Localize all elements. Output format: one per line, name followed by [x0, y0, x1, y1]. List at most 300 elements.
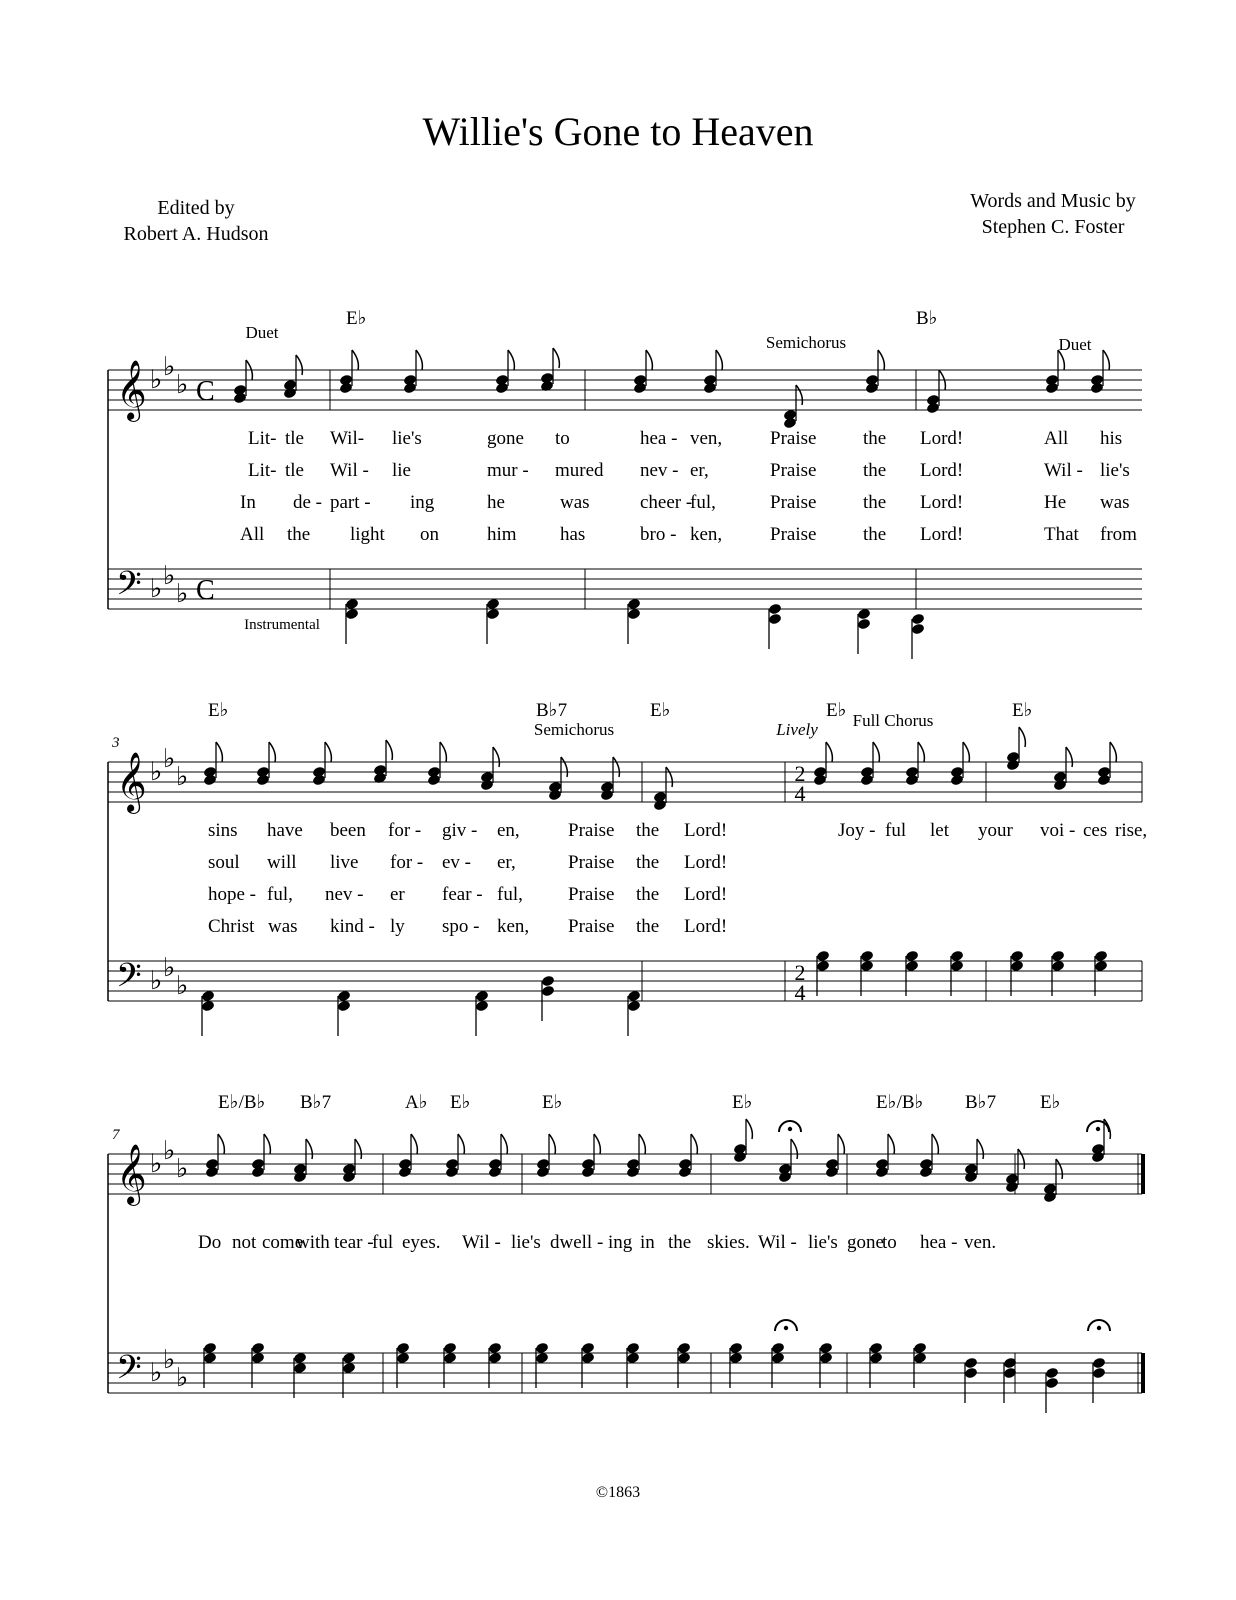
lyric-syllable: hea - — [920, 1232, 958, 1253]
treble-note — [445, 1166, 459, 1179]
bass-note — [581, 1352, 595, 1365]
treble-note — [1097, 774, 1111, 787]
lyric-syllable: Praise — [568, 916, 615, 937]
lyric-syllable: ful, — [267, 884, 293, 905]
chord-symbol: E♭ — [450, 1092, 471, 1113]
lyric-syllable: nev - — [640, 460, 679, 481]
treble-note — [633, 382, 647, 395]
treble-note — [203, 774, 217, 787]
chord-symbol: B♭7 — [536, 700, 568, 721]
note-flag — [501, 1134, 507, 1154]
treble-note — [1043, 1191, 1057, 1204]
treble-note — [205, 1166, 219, 1179]
lyric-syllable: he — [487, 492, 505, 513]
lyric-syllable: for - — [388, 820, 422, 841]
note-flag — [352, 350, 358, 370]
bass-note — [819, 1342, 833, 1355]
treble-note — [926, 402, 940, 415]
lyric-syllable: live — [330, 852, 359, 873]
note-flag — [594, 1134, 600, 1154]
bass-note — [950, 960, 964, 973]
time-signature-top: 2 — [794, 960, 806, 985]
chord-symbol: E♭ — [346, 308, 367, 329]
lyric-syllable: the — [636, 820, 660, 841]
bass-note — [911, 623, 925, 636]
treble-note — [488, 1166, 502, 1179]
fermata-dot — [788, 1127, 792, 1131]
bass-note — [293, 1362, 307, 1375]
note-flag — [416, 350, 422, 370]
treble-note — [825, 1166, 839, 1179]
bass-note — [203, 1342, 217, 1355]
bass-note — [913, 1352, 927, 1365]
bass-note — [627, 990, 641, 1003]
lyric-syllable: will — [267, 852, 297, 873]
bass-note — [964, 1367, 978, 1380]
note-flag — [218, 1134, 224, 1154]
note-flag — [269, 742, 275, 762]
note-flag — [325, 742, 331, 762]
lyric-syllable: Lord! — [920, 460, 964, 481]
treble-note — [427, 774, 441, 787]
lyric-syllable: tear - — [334, 1232, 374, 1253]
lyric-syllable: Wil - — [1044, 460, 1083, 481]
note-flag — [746, 1119, 752, 1139]
lyric-syllable: to — [555, 428, 570, 449]
note-flag — [716, 350, 722, 370]
note-flag — [613, 757, 619, 777]
chord-symbol: A♭ — [405, 1092, 428, 1113]
note-flag — [918, 742, 924, 762]
lyric-syllable: the — [863, 428, 887, 449]
bass-note — [905, 950, 919, 963]
page-title: Willie's Gone to Heaven — [422, 109, 814, 154]
note-flag — [493, 747, 499, 767]
lyric-syllable: ful — [885, 820, 907, 841]
lyric-syllable: kind - — [330, 916, 375, 937]
note-flag — [791, 1139, 797, 1159]
bass-note — [860, 960, 874, 973]
bass-clef-icon: 𝄢 — [116, 1349, 142, 1394]
lyric-syllable: bro - — [640, 524, 677, 545]
lyric-syllable: the — [863, 524, 887, 545]
fermata-dot — [784, 1326, 788, 1330]
lyric-syllable: your — [978, 820, 1013, 841]
bass-note — [475, 990, 489, 1003]
treble-note — [256, 774, 270, 787]
bass-note — [768, 603, 782, 616]
note-flag — [386, 740, 392, 760]
lyric-syllable: Wil - — [462, 1232, 501, 1253]
lyric-syllable: He — [1044, 492, 1067, 513]
note-flag — [306, 1139, 312, 1159]
lyric-syllable: been — [330, 820, 366, 841]
chord-symbol: E♭ — [650, 700, 671, 721]
bass-note — [860, 950, 874, 963]
lyric-syllable: tle — [285, 428, 304, 449]
key-flat-icon: ♭ — [150, 365, 163, 394]
note-flag — [411, 1134, 417, 1154]
bass-note — [1092, 1357, 1106, 1370]
treble-note — [581, 1166, 595, 1179]
lyric-syllable: Joy - — [838, 820, 876, 841]
lyric-syllable: his — [1100, 428, 1123, 449]
bass-note — [771, 1352, 785, 1365]
lyric-syllable: part - — [330, 492, 371, 513]
treble-note — [1006, 759, 1020, 772]
lyric-syllable: come — [262, 1232, 304, 1253]
treble-note — [678, 1166, 692, 1179]
bass-note — [345, 608, 359, 621]
lyric-syllable: ing — [608, 1232, 633, 1253]
chord-symbol: E♭ — [542, 1092, 563, 1113]
treble-note — [860, 774, 874, 787]
fermata-dot — [1096, 1127, 1100, 1131]
bass-note — [201, 990, 215, 1003]
key-flat-icon: ♭ — [163, 561, 176, 590]
chord-symbol: B♭7 — [300, 1092, 332, 1113]
time-signature-bottom: 4 — [794, 781, 806, 806]
bass-note — [771, 1342, 785, 1355]
treble-note — [733, 1151, 747, 1164]
treble-note — [1053, 779, 1067, 792]
note-flag — [796, 385, 802, 405]
key-flat-icon: ♭ — [176, 1154, 189, 1183]
bass-note — [627, 1000, 641, 1013]
lyric-syllable: ven, — [690, 428, 723, 449]
bass-note — [816, 960, 830, 973]
note-flag — [932, 1134, 938, 1154]
chord-symbol: E♭ — [208, 700, 229, 721]
lyric-syllable: soul — [208, 852, 240, 873]
bass-note — [869, 1342, 883, 1355]
treble-note — [600, 789, 614, 802]
key-flat-icon: ♭ — [176, 762, 189, 791]
bass-note — [1045, 1367, 1059, 1380]
note-flag — [458, 1134, 464, 1154]
lyric-syllable: voi - — [1040, 820, 1076, 841]
lyric-syllable: Praise — [568, 884, 615, 905]
lyric-syllable: gone — [847, 1232, 884, 1253]
lyric-syllable: eyes. — [402, 1232, 441, 1253]
lyric-syllable: for - — [390, 852, 424, 873]
bass-note — [337, 1000, 351, 1013]
lyric-syllable: cheer - — [640, 492, 693, 513]
lyric-syllable: from — [1100, 524, 1137, 545]
lyric-syllable: Lord! — [684, 884, 728, 905]
treble-note — [495, 382, 509, 395]
direction-text: Semichorus — [533, 720, 615, 739]
note-flag — [838, 1134, 844, 1154]
treble-note — [1045, 382, 1059, 395]
copyright-notice: ©1863 — [595, 1484, 641, 1501]
treble-note — [251, 1166, 265, 1179]
treble-note — [480, 779, 494, 792]
lyric-syllable: the — [863, 492, 887, 513]
lyric-syllable: Christ — [208, 916, 255, 937]
note-flag — [1066, 747, 1072, 767]
treble-note — [548, 789, 562, 802]
lyric-syllable: er, — [690, 460, 709, 481]
bass-note — [1010, 960, 1024, 973]
composer-credit-label: Words and Music by — [970, 190, 1136, 212]
bass-note — [911, 613, 925, 626]
lyric-syllable: has — [560, 524, 586, 545]
lyric-syllable: nev - — [325, 884, 364, 905]
bass-note — [251, 1352, 265, 1365]
key-flat-icon: ♭ — [163, 352, 176, 381]
lyric-syllable: lie's — [392, 428, 422, 449]
lyric-syllable: Lord! — [684, 852, 728, 873]
bass-note — [475, 1000, 489, 1013]
bass-note — [443, 1342, 457, 1355]
bass-clef-icon: 𝄢 — [116, 957, 142, 1002]
music-system — [108, 1092, 1145, 1413]
lyric-syllable: the — [636, 884, 660, 905]
treble-note — [919, 1166, 933, 1179]
treble-clef-icon: 𝄞 — [116, 754, 147, 811]
lyric-syllable: spo - — [442, 916, 480, 937]
lyric-syllable: ven. — [964, 1232, 997, 1253]
lyric-syllable: ken, — [690, 524, 723, 545]
bass-clef-icon: 𝄢 — [116, 565, 142, 610]
bass-note — [819, 1352, 833, 1365]
lyric-syllable: Wil - — [758, 1232, 797, 1253]
bass-note — [869, 1352, 883, 1365]
note-flag — [1018, 1149, 1024, 1169]
lyric-syllable: was — [560, 492, 590, 513]
key-flat-icon: ♭ — [176, 579, 189, 608]
note-flag — [691, 1134, 697, 1154]
lyric-syllable: Lord! — [684, 916, 728, 937]
treble-note — [1091, 1151, 1105, 1164]
key-flat-icon: ♭ — [150, 757, 163, 786]
lyric-syllable: Praise — [770, 460, 817, 481]
key-flat-icon: ♭ — [150, 1149, 163, 1178]
bass-note — [541, 985, 555, 998]
lyric-syllable: lie's — [1100, 460, 1130, 481]
lyric-syllable: Lord! — [920, 492, 964, 513]
bass-note — [203, 1352, 217, 1365]
lyric-syllable: to — [882, 1232, 897, 1253]
chord-symbol: E♭ — [1012, 700, 1033, 721]
lyric-syllable: lie's — [808, 1232, 838, 1253]
bass-note — [626, 1342, 640, 1355]
bass-note — [345, 598, 359, 611]
treble-note — [339, 382, 353, 395]
bass-note — [293, 1352, 307, 1365]
lyric-syllable: Lit- — [248, 428, 277, 449]
lyric-syllable: lie — [392, 460, 411, 481]
chord-symbol: B♭ — [916, 308, 938, 329]
bass-note — [488, 1342, 502, 1355]
key-flat-icon: ♭ — [163, 1345, 176, 1374]
bass-note — [337, 990, 351, 1003]
treble-note — [293, 1171, 307, 1184]
direction-text: Full Chorus — [852, 711, 934, 730]
time-signature-top: 2 — [794, 761, 806, 786]
note-flag — [508, 350, 514, 370]
bass-note — [964, 1357, 978, 1370]
bass-note — [768, 613, 782, 626]
bass-note — [1051, 950, 1065, 963]
lyric-syllable: gone — [487, 428, 524, 449]
measure-number: 7 — [112, 1127, 120, 1143]
lyric-syllable: with — [296, 1232, 330, 1253]
bass-note — [857, 618, 871, 631]
measure-number: 3 — [112, 735, 120, 751]
chord-symbol: E♭/B♭ — [876, 1092, 924, 1113]
bass-note — [1045, 1377, 1059, 1390]
lyric-syllable: All — [1044, 428, 1069, 449]
key-flat-icon: ♭ — [176, 971, 189, 1000]
lyric-syllable: hea - — [640, 428, 678, 449]
bass-note — [342, 1362, 356, 1375]
bass-note — [535, 1342, 549, 1355]
note-flag — [1019, 727, 1025, 747]
key-flat-icon: ♭ — [176, 1363, 189, 1392]
lyric-syllable: tle — [285, 460, 304, 481]
lyric-syllable: giv - — [442, 820, 478, 841]
bass-note — [627, 598, 641, 611]
bass-note — [905, 960, 919, 973]
lyric-syllable: ev - — [442, 852, 472, 873]
note-flag — [826, 742, 832, 762]
lyric-syllable: In — [240, 492, 256, 513]
treble-note — [865, 382, 879, 395]
lyric-syllable: in — [640, 1232, 655, 1253]
note-flag — [639, 1134, 645, 1154]
bass-note — [627, 608, 641, 621]
lyric-syllable: ly — [390, 916, 405, 937]
lyric-syllable: Praise — [568, 852, 615, 873]
bass-note — [1092, 1367, 1106, 1380]
chord-symbol: E♭ — [1040, 1092, 1061, 1113]
lyric-syllable: not — [232, 1232, 257, 1253]
lyric-syllable: Wil- — [330, 428, 365, 449]
note-flag — [878, 350, 884, 370]
lyric-syllable: en, — [497, 820, 520, 841]
final-barline-thick — [1141, 1154, 1145, 1194]
lyric-syllable: Praise — [770, 524, 817, 545]
bass-note — [541, 975, 555, 988]
bass-note — [488, 1352, 502, 1365]
composer-name: Stephen C. Foster — [981, 216, 1125, 238]
treble-note — [398, 1166, 412, 1179]
bass-note — [201, 1000, 215, 1013]
bass-note — [626, 1352, 640, 1365]
lyric-syllable: mured — [555, 460, 604, 481]
bass-note — [251, 1342, 265, 1355]
music-system — [108, 308, 1142, 659]
editor-credit-label: Edited by — [157, 197, 235, 219]
bass-note — [913, 1342, 927, 1355]
lyric-syllable: Lit- — [248, 460, 277, 481]
lyric-syllable: Praise — [770, 428, 817, 449]
fermata-dot — [1097, 1326, 1101, 1330]
common-time-icon: C — [196, 575, 215, 606]
key-flat-icon: ♭ — [163, 953, 176, 982]
treble-note — [950, 774, 964, 787]
note-flag — [355, 1139, 361, 1159]
bass-note — [816, 950, 830, 963]
direction-text: Duet — [245, 323, 279, 342]
bass-note — [1051, 960, 1065, 973]
treble-note — [703, 382, 717, 395]
key-flat-icon: ♭ — [163, 744, 176, 773]
treble-note — [813, 774, 827, 787]
lyric-syllable: Wil - — [330, 460, 369, 481]
bass-note — [486, 608, 500, 621]
bass-note — [396, 1352, 410, 1365]
key-flat-icon: ♭ — [150, 966, 163, 995]
bass-note — [1094, 950, 1108, 963]
lyric-syllable: was — [1100, 492, 1130, 513]
lyric-syllable: the — [287, 524, 311, 545]
note-flag — [666, 767, 672, 787]
bass-note — [950, 950, 964, 963]
note-flag — [561, 757, 567, 777]
lyric-syllable: Do — [198, 1232, 222, 1253]
treble-note — [778, 1171, 792, 1184]
key-flat-icon: ♭ — [163, 1136, 176, 1165]
treble-note — [342, 1171, 356, 1184]
note-flag — [646, 350, 652, 370]
lyric-syllable: light — [350, 524, 385, 545]
treble-note — [233, 392, 247, 405]
treble-note — [964, 1171, 978, 1184]
lyric-syllable: dwell - — [550, 1232, 604, 1253]
bass-note — [443, 1352, 457, 1365]
lyric-syllable: ful, — [497, 884, 523, 905]
bass-direction-text: Instrumental — [244, 617, 320, 633]
lyric-syllable: er, — [497, 852, 516, 873]
treble-note — [626, 1166, 640, 1179]
music-system — [108, 700, 1147, 1036]
treble-note — [312, 774, 326, 787]
chord-symbol: E♭ — [826, 700, 847, 721]
lyric-syllable: lie's — [511, 1232, 541, 1253]
direction-text: Lively — [776, 720, 818, 739]
note-flag — [216, 742, 222, 762]
lyric-syllable: de - — [293, 492, 323, 513]
lyric-syllable: Lord! — [920, 428, 964, 449]
bass-note — [342, 1352, 356, 1365]
bass-note — [677, 1352, 691, 1365]
note-flag — [1056, 1159, 1062, 1179]
treble-note — [283, 387, 297, 400]
lyric-syllable: ces — [1083, 820, 1108, 841]
bass-note — [677, 1342, 691, 1355]
bass-note — [396, 1342, 410, 1355]
treble-clef-icon: 𝄞 — [116, 362, 147, 419]
lyric-syllable: fear - — [442, 884, 483, 905]
lyric-syllable: er — [390, 884, 405, 905]
note-flag — [1110, 742, 1116, 762]
lyric-syllable: was — [268, 916, 298, 937]
lyric-syllable: on — [420, 524, 439, 545]
lyric-syllable: the — [668, 1232, 692, 1253]
key-flat-icon: ♭ — [150, 1358, 163, 1387]
common-time-icon: C — [196, 376, 215, 407]
lyric-syllable: the — [636, 916, 660, 937]
lyric-syllable: That — [1044, 524, 1079, 545]
lyric-syllable: Lord! — [684, 820, 728, 841]
lyric-syllable: ful, — [690, 492, 716, 513]
lyric-syllable: let — [930, 820, 949, 841]
note-flag — [549, 1134, 555, 1154]
direction-text: Duet — [1058, 335, 1092, 354]
